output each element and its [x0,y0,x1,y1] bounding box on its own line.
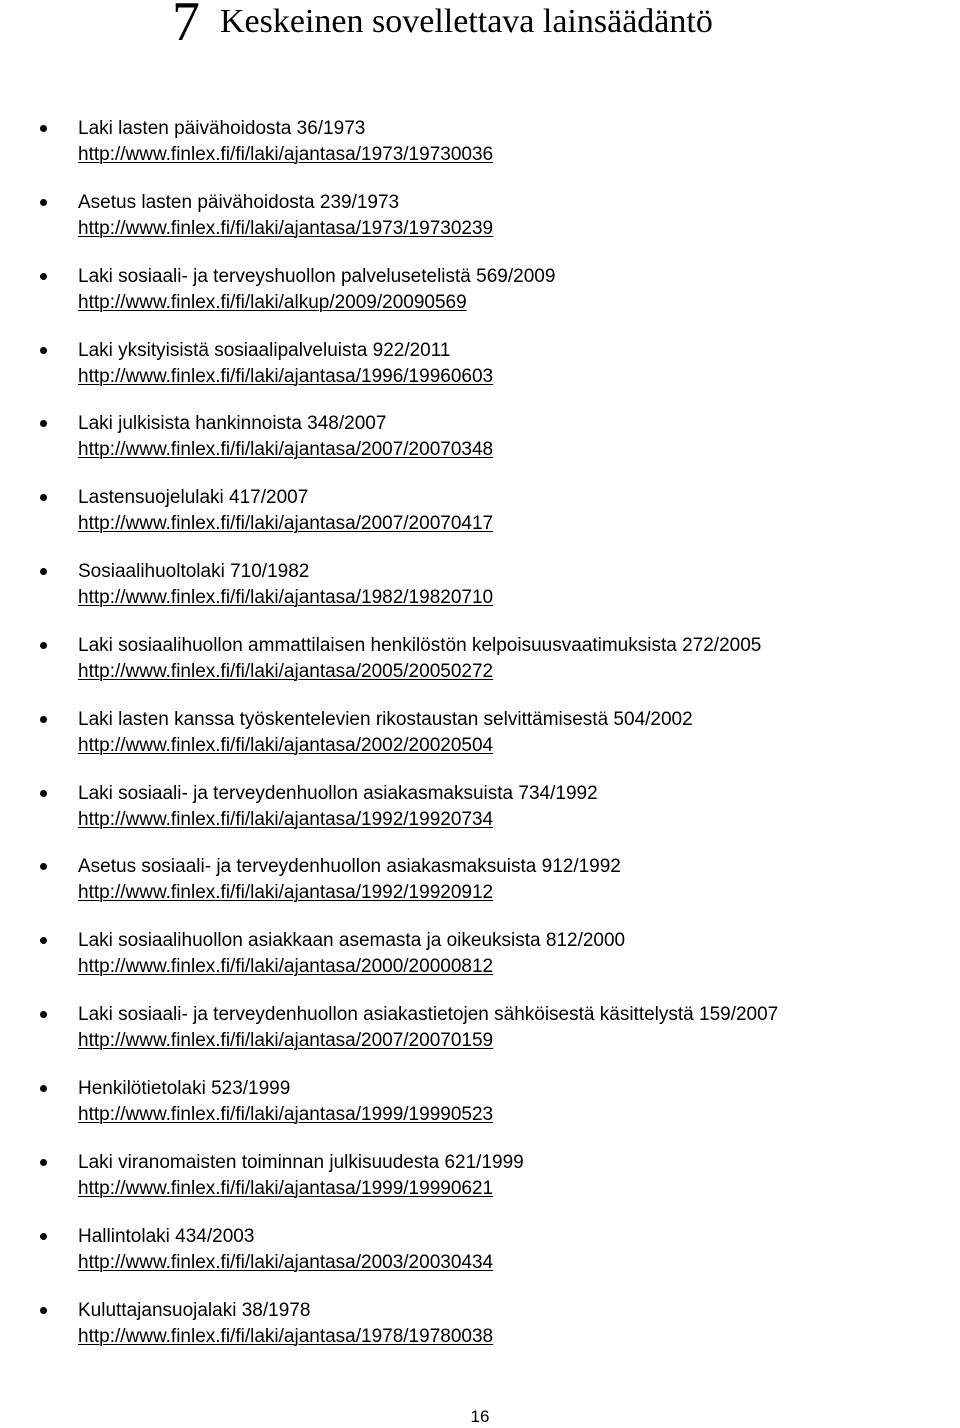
law-title: Laki lasten päivähoidosta 36/1973 [78,118,366,139]
law-link[interactable]: http://www.finlex.fi/fi/laki/ajantasa/2007/20070417 [78,513,494,535]
bullet-icon [40,420,47,427]
law-list [0,114,960,1369]
law-title: Laki yksityisistä sosiaalipalveluista 922/2011 [78,339,451,361]
law-title: Laki sosiaali- ja terveyshuollon palvelusetelistä 569/2009 [78,265,556,287]
law-item [0,557,960,631]
law-item [0,188,960,262]
law-link[interactable]: http://www.finlex.fi/fi/laki/ajantasa/1982/19820710 [78,587,494,609]
bullet-icon [40,273,47,280]
law-item [0,926,960,1000]
bullet-icon [40,125,47,132]
bullet-icon [40,1307,47,1314]
law-title: Laki sosiaali- ja terveydenhuollon asiakastietojen sähköisestä käsittelystä 159/2007 [78,1004,779,1026]
bullet-icon [40,199,47,206]
law-link[interactable]: http://www.finlex.fi/fi/laki/ajantasa/2005/20050272 [78,660,494,682]
bullet-icon [40,347,47,354]
bullet-icon [40,716,47,723]
law-item [0,483,960,557]
law-title: Laki julkisista hankinnoista 348/2007 [78,413,387,435]
law-link[interactable]: http://www.finlex.fi/fi/laki/ajantasa/1973/19730036 [78,144,494,165]
law-title: Laki sosiaalihuollon ammattilaisen henkilöstön kelpoisuusvaatimuksista 272/2005 [78,634,762,656]
law-title: Lastensuojelulaki 417/2007 [78,487,309,509]
bullet-icon [40,937,47,944]
bullet-icon [40,1085,47,1092]
law-link[interactable]: http://www.finlex.fi/fi/laki/ajantasa/1996/19960603 [78,365,494,387]
bullet-icon [40,863,47,870]
law-item [0,705,960,779]
law-title: Hallintolaki 434/2003 [78,1225,255,1247]
law-link[interactable]: http://www.finlex.fi/fi/laki/ajantasa/2000/20000812 [78,956,494,978]
law-item [0,1296,960,1370]
law-title: Laki sosiaalihuollon asiakkaan asemasta ja oikeuksista 812/2000 [78,930,626,952]
law-title: Kuluttajansuojalaki 38/1978 [78,1299,311,1321]
law-link[interactable]: http://www.finlex.fi/fi/laki/ajantasa/2002/20020504 [78,734,494,756]
law-link[interactable]: http://www.finlex.fi/fi/laki/ajantasa/1992/19920734 [78,808,494,830]
bullet-icon [40,790,47,797]
bullet-icon [40,1011,47,1018]
law-title: Laki lasten kanssa työskentelevien rikostaustan selvittämisestä 504/2002 [78,708,693,730]
law-item [0,1000,960,1074]
law-title: Sosiaalihuoltolaki 710/1982 [78,561,310,583]
law-item [0,262,960,336]
law-item [0,779,960,853]
law-link[interactable]: http://www.finlex.fi/fi/laki/ajantasa/1978/19780038 [78,1325,494,1347]
law-title: Henkilötietolaki 523/1999 [78,1077,291,1099]
chapter-number: 7 [172,0,200,53]
law-link[interactable]: http://www.finlex.fi/fi/laki/ajantasa/2003/20030434 [78,1251,494,1273]
law-title: Asetus lasten päivähoidosta 239/1973 [78,191,400,213]
law-link[interactable]: http://www.finlex.fi/fi/laki/ajantasa/2007/20070348 [78,439,494,461]
bullet-icon [40,1233,47,1240]
chapter-title: Keskeinen sovellettava lainsäädäntö [220,3,713,40]
bullet-icon [40,642,47,649]
law-item [0,1148,960,1222]
law-item [0,631,960,705]
bullet-icon [40,1159,47,1166]
law-item [0,1222,960,1296]
law-title: Laki viranomaisten toiminnan julkisuudesta 621/1999 [78,1151,524,1173]
law-link[interactable]: http://www.finlex.fi/fi/laki/ajantasa/1999/19990523 [78,1103,494,1125]
bullet-icon [40,494,47,501]
law-link[interactable]: http://www.finlex.fi/fi/laki/ajantasa/1999/19990621 [78,1177,494,1199]
law-item [0,336,960,410]
law-item [0,409,960,483]
law-item [0,852,960,926]
law-link[interactable]: http://www.finlex.fi/fi/laki/ajantasa/1992/19920912 [78,882,494,904]
law-link[interactable]: http://www.finlex.fi/fi/laki/alkup/2009/20090569 [78,291,467,313]
bullet-icon [40,568,47,575]
law-item [0,1074,960,1148]
law-item [0,114,960,188]
page-number: 16 [470,1407,490,1426]
law-title: Laki sosiaali- ja terveydenhuollon asiakasmaksuista 734/1992 [78,782,598,804]
law-link[interactable]: http://www.finlex.fi/fi/laki/ajantasa/2007/20070159 [78,1030,494,1052]
law-link[interactable]: http://www.finlex.fi/fi/laki/ajantasa/1973/19730239 [78,217,494,239]
law-title: Asetus sosiaali- ja terveydenhuollon asiakasmaksuista 912/1992 [78,856,621,878]
